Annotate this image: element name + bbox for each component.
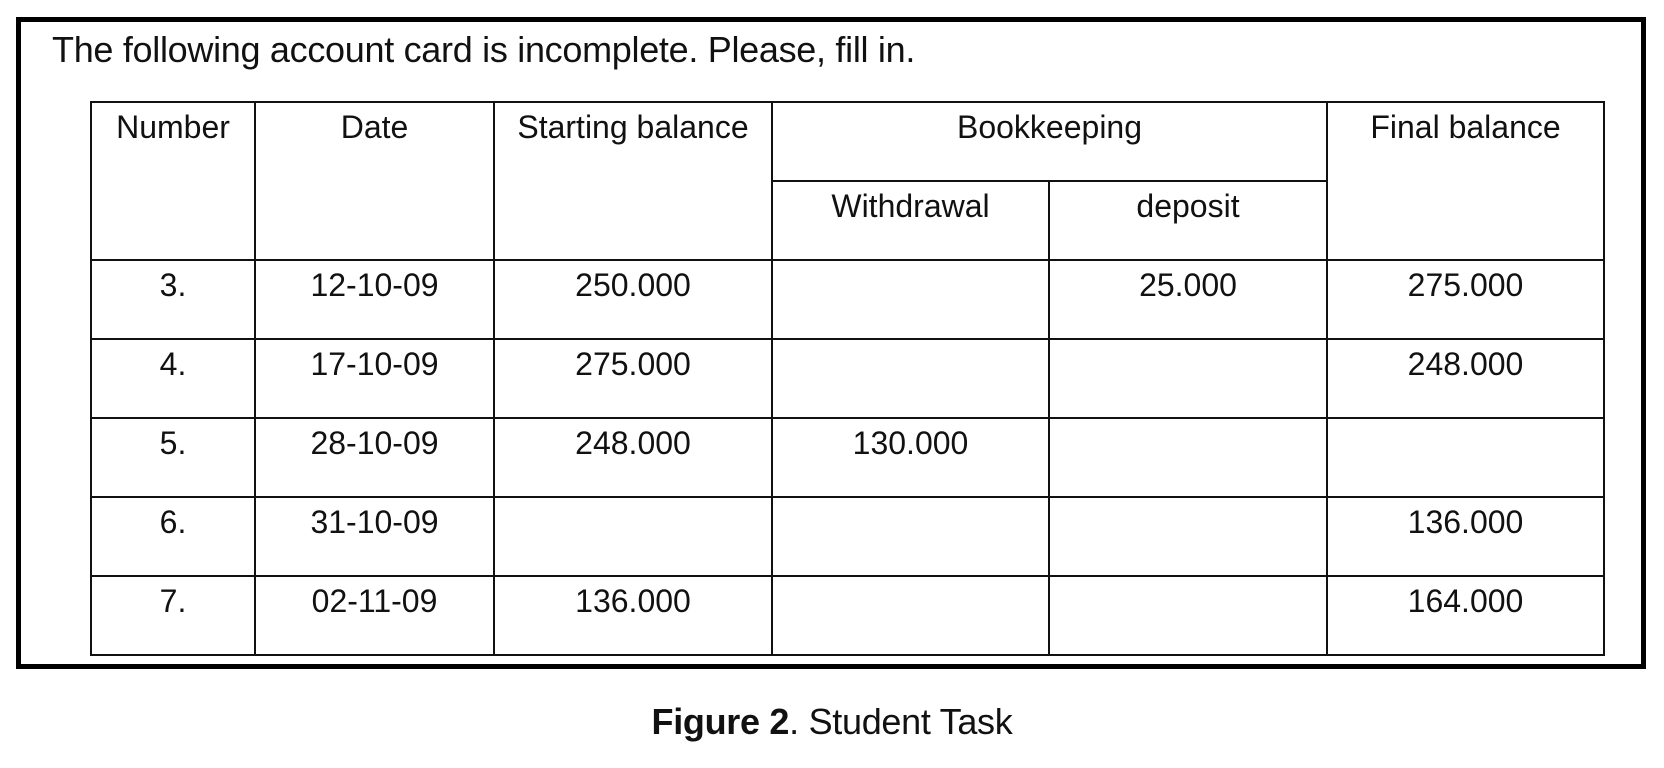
header-row bbox=[91, 102, 1604, 181]
cell-withdrawal bbox=[772, 576, 1049, 655]
cell-starting-balance bbox=[494, 497, 772, 576]
header-starting-balance: Starting balance bbox=[494, 102, 772, 260]
cell-number: 5. bbox=[91, 418, 255, 497]
account-card-table bbox=[90, 101, 1605, 656]
figure-caption-label: Figure 2 bbox=[651, 701, 790, 742]
header-withdrawal: Withdrawal bbox=[772, 181, 1049, 260]
cell-final-balance: 136.000 bbox=[1327, 497, 1604, 576]
table-row bbox=[91, 260, 1604, 339]
cell-starting-balance: 275.000 bbox=[494, 339, 772, 418]
cell-deposit bbox=[1049, 576, 1327, 655]
cell-final-balance: 164.000 bbox=[1327, 576, 1604, 655]
cell-date: 02-11-09 bbox=[255, 576, 494, 655]
cell-final-balance bbox=[1327, 418, 1604, 497]
cell-starting-balance: 136.000 bbox=[494, 576, 772, 655]
cell-starting-balance: 250.000 bbox=[494, 260, 772, 339]
cell-number: 7. bbox=[91, 576, 255, 655]
table-row bbox=[91, 576, 1604, 655]
header-bookkeeping: Bookkeeping bbox=[772, 102, 1327, 181]
table-row bbox=[91, 339, 1604, 418]
cell-deposit: 25.000 bbox=[1049, 260, 1327, 339]
cell-date: 12-10-09 bbox=[255, 260, 494, 339]
table-row bbox=[91, 497, 1604, 576]
cell-deposit bbox=[1049, 497, 1327, 576]
cell-date: 28-10-09 bbox=[255, 418, 494, 497]
table-row bbox=[91, 418, 1604, 497]
cell-starting-balance: 248.000 bbox=[494, 418, 772, 497]
task-frame bbox=[16, 17, 1646, 669]
header-date: Date bbox=[255, 102, 494, 260]
header-number: Number bbox=[91, 102, 255, 260]
cell-withdrawal bbox=[772, 339, 1049, 418]
figure-caption bbox=[0, 700, 1664, 744]
cell-withdrawal bbox=[772, 260, 1049, 339]
cell-deposit bbox=[1049, 339, 1327, 418]
header-deposit: deposit bbox=[1049, 181, 1327, 260]
cell-number: 4. bbox=[91, 339, 255, 418]
cell-withdrawal bbox=[772, 497, 1049, 576]
cell-number: 3. bbox=[91, 260, 255, 339]
cell-date: 17-10-09 bbox=[255, 339, 494, 418]
cell-date: 31-10-09 bbox=[255, 497, 494, 576]
instruction-text: The following account card is incomplete. Please, fill in. bbox=[52, 29, 916, 70]
header-final-balance: Final balance bbox=[1327, 102, 1604, 260]
cell-final-balance: 248.000 bbox=[1327, 339, 1604, 418]
cell-final-balance: 275.000 bbox=[1327, 260, 1604, 339]
cell-deposit bbox=[1049, 418, 1327, 497]
cell-number: 6. bbox=[91, 497, 255, 576]
cell-withdrawal: 130.000 bbox=[772, 418, 1049, 497]
figure-caption-text: . Student Task bbox=[789, 701, 1013, 742]
